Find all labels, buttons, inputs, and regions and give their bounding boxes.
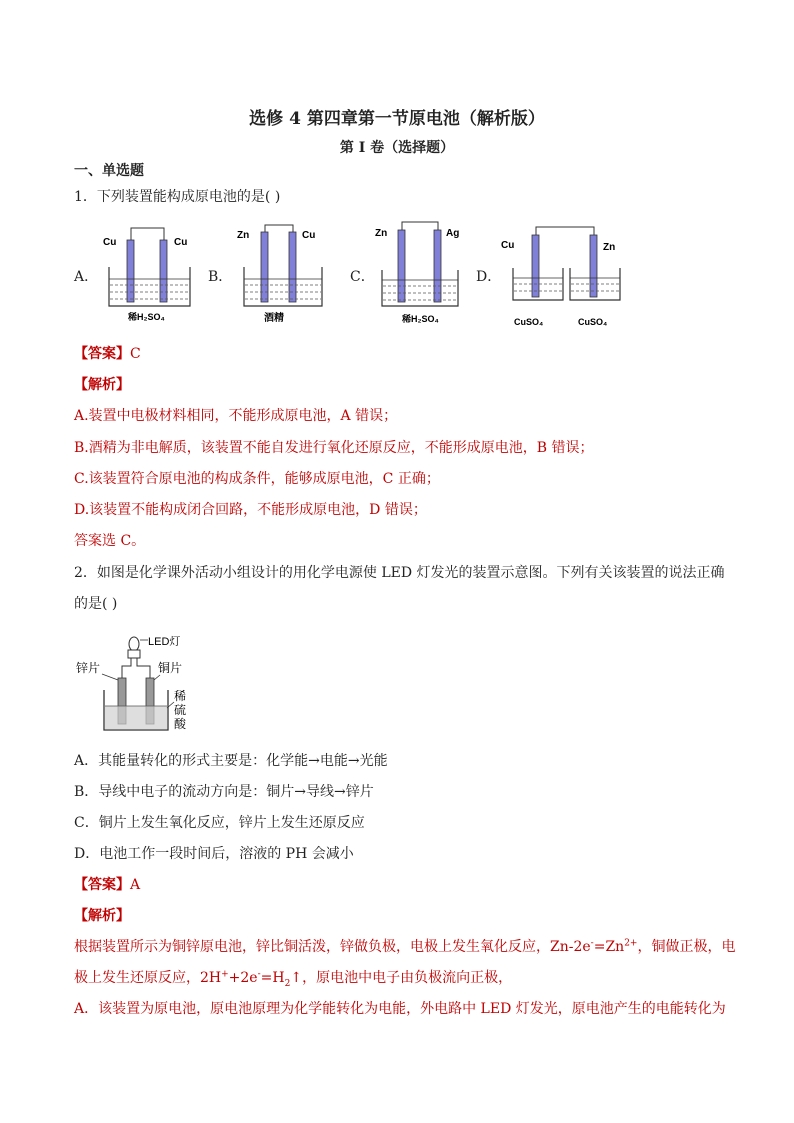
q2-analysis-line1 [74,936,735,956]
q2-sup-2plus: 2+ [624,938,638,949]
q2-option-d: D．电池工作一段时间后，溶液的 PH 会减小 [74,846,354,862]
q1-answer [74,343,141,363]
q2-analysis-label: 【解析】 [74,908,130,924]
q1-option-b-label: B． [208,269,233,285]
q1-stem: 1．下列装置能构成原电池的是( ) [74,189,281,205]
q2-diagram [74,628,214,738]
q2-analysis-line2-b: +2e [228,970,258,986]
q1-option-d-label: D． [476,269,502,285]
q2-analysis-line1-a: 根据装置所示为铜锌原电池，锌比铜活泼，锌做负极，电极上发生氧化反应，Zn-2e [74,939,591,955]
q2-sup-minus-2: - [257,969,261,980]
q2-option-c: C．铜片上发生氧化反应，锌片上发生还原反应 [74,815,365,831]
q2-sup-minus: - [590,938,594,949]
q1-option-a-label: A． [74,269,99,285]
q2-answer-label: 【答案】 [74,877,130,893]
q1-analysis-d: D.该装置不能构成闭合回路，不能形成原电池，D 错误； [74,502,427,518]
q1-c-right-electrode-label: Ag [446,228,460,239]
q1-diagram-a [100,222,200,326]
q1-d-left-electrode-label: Cu [501,240,515,251]
q1-diagram-d [496,222,636,330]
q2-sup-plus: + [221,969,229,980]
q1-c-caption: 稀H₂SO₄ [402,314,439,324]
q2-analysis-line1-c: ，铜做正极，电 [637,939,736,955]
q2-stem-line1: 2．如图是化学课外活动小组设计的用化学电源使 LED 灯发光的装置示意图。下列有关该装置的说法正确 [74,565,725,581]
q1-a-left-electrode-label: Cu [103,237,117,248]
q1-answer-value: C [130,346,141,362]
q1-conclusion: 答案选 C。 [74,533,146,549]
section-heading: 一、单选题 [74,163,144,179]
q2-analysis-line1-b: =Zn [593,939,625,955]
q2-answer [74,874,140,894]
q1-analysis-b: B.酒精为非电解质，该装置不能自发进行氧化还原反应，不能形成原电池，B 错误； [74,440,594,456]
q1-analysis-a: A.装置中电极材料相同，不能形成原电池，A 错误； [74,408,398,424]
q2-sub-2: 2 [284,978,291,989]
q2-analysis-line2-d: ↑，原电池中电子由负极流向正极， [290,970,513,986]
q2-answer-value: A [130,877,141,893]
q2-analysis-line3: A．该装置为原电池，原电池原理为化学能转化为电能，外电路中 LED 灯发光，原电池产生的电能转化为 [74,1001,726,1017]
q2-stem-line2: 的是( ) [74,596,118,612]
q1-diagram-c [372,218,472,326]
q2-acid-label-1: 稀 [174,689,187,703]
q1-d-right-electrode-label: Zn [603,242,616,253]
q1-a-caption: 稀H₂SO₄ [128,312,165,322]
q2-analysis-line2-c: =H [260,970,285,986]
led-bulb-icon [129,637,139,651]
q2-zinc-label: 锌片 [76,661,101,675]
q1-c-left-electrode-label: Zn [375,228,388,239]
q2-option-b: B．导线中电子的流动方向是：铜片→导线→锌片 [74,784,374,800]
page-subtitle: 第 I 卷（选择题） [339,140,455,156]
q2-analysis-line2 [74,967,512,989]
q2-led-label: LED灯 [148,636,181,648]
q1-analysis-c: C.该装置符合原电池的构成条件，能够成原电池，C 正确； [74,471,440,487]
q2-acid-label-3: 酸 [174,717,187,731]
q1-a-right-electrode-label: Cu [174,237,188,248]
q2-acid-label-2: 硫 [174,703,187,717]
q1-d-caption-left: CuSO₄ [514,317,544,327]
q1-diagram-b [234,222,334,326]
q1-b-right-electrode-label: Cu [302,230,316,241]
q1-b-left-electrode-label: Zn [237,230,250,241]
q1-b-caption: 酒精 [264,313,284,324]
q1-option-c-label: C． [350,269,375,285]
page-title: 选修 4 第四章第一节原电池（解析版） [249,109,545,129]
q1-analysis-label: 【解析】 [74,377,130,393]
q2-copper-label: 铜片 [158,661,183,675]
q2-analysis-line2-a: 极上发生还原反应，2H [74,970,222,986]
q1-d-caption-right: CuSO₄ [578,317,608,327]
q2-option-a: A．其能量转化的形式主要是：化学能→电能→光能 [74,753,388,769]
q1-answer-label: 【答案】 [74,346,130,362]
